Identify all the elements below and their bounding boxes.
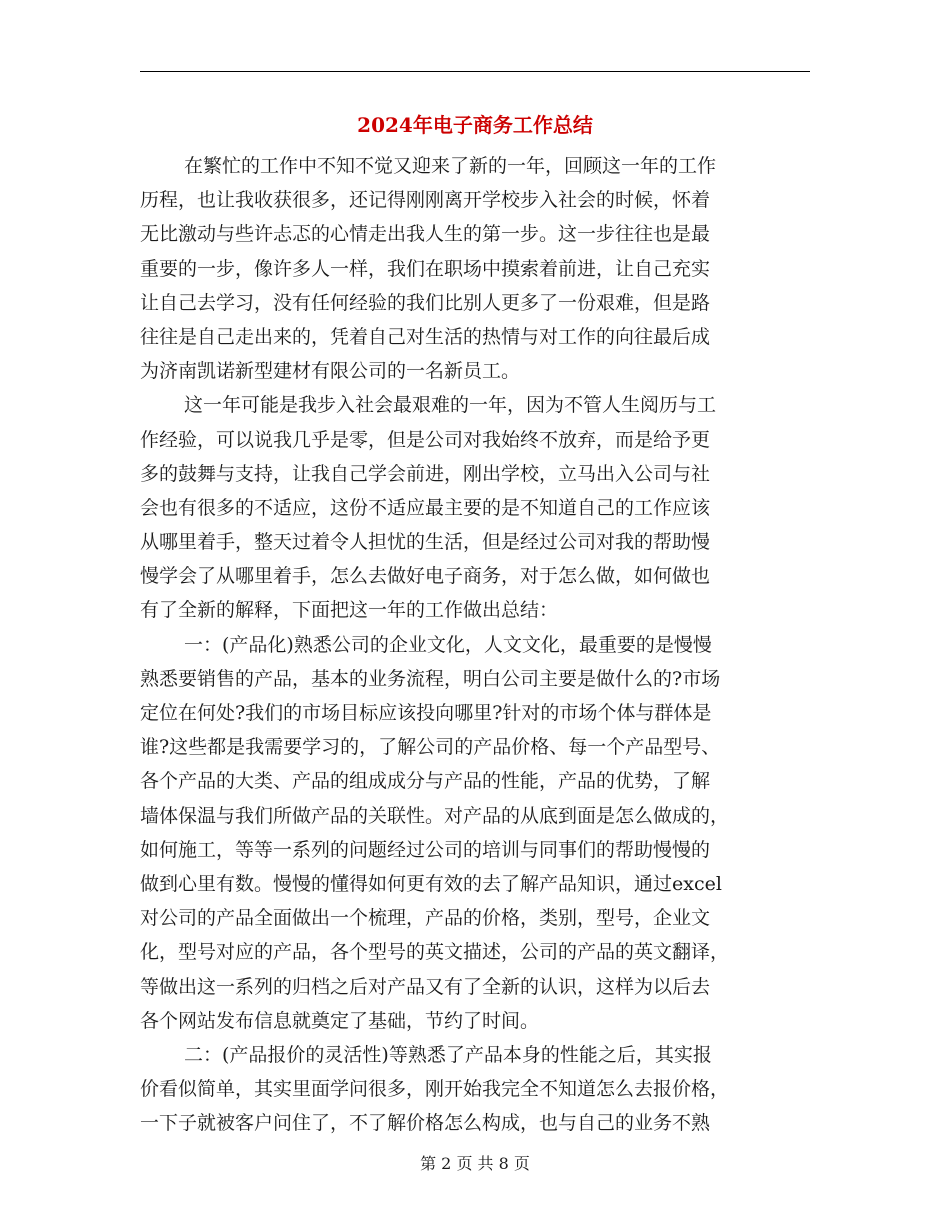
body-line: 如何施工，等等一系列的问题经过公司的培训与同事们的帮助慢慢的 bbox=[140, 838, 711, 861]
body-line: 墙体保温与我们所做产品的关联性。对产品的从底到面是怎么做成的， bbox=[140, 804, 730, 827]
body-line: 价看似简单，其实里面学问很多，刚开始我完全不知道怎么去报价格， bbox=[140, 1078, 730, 1101]
body-line: 历程，也让我收获很多，还记得刚刚离开学校步入社会的时候，怀着 bbox=[140, 189, 711, 212]
body-line: 二：(产品报价的灵活性)等熟悉了产品本身的性能之后，其实报 bbox=[184, 1043, 712, 1066]
header-rule bbox=[140, 71, 810, 72]
body-line: 会也有很多的不适应，这份不适应最主要的是不知道自己的工作应该 bbox=[140, 496, 711, 519]
body-line: 多的鼓舞与支持，让我自己学会前进，刚出学校，立马出入公司与社 bbox=[140, 462, 711, 485]
body-line: 一：(产品化)熟悉公司的企业文化，人文文化，最重要的是慢慢 bbox=[184, 633, 712, 656]
body-line: 有了全新的解释，下面把这一年的工作做出总结： bbox=[140, 599, 559, 622]
body-line: 对公司的产品全面做出一个梳理，产品的价格，类别，型号，企业文 bbox=[140, 907, 711, 930]
body-line: 重要的一步，像许多人一样，我们在职场中摸索着前进，让自己充实 bbox=[140, 257, 711, 280]
body-line: 从哪里着手，整天过着令人担忧的生活，但是经过公司对我的帮助慢 bbox=[140, 531, 711, 554]
body-line: 定位在何处?我们的市场目标应该投向哪里?针对的市场个体与群体是 bbox=[140, 702, 712, 724]
body-line: 化，型号对应的产品，各个型号的英文描述，公司的产品的英文翻译， bbox=[140, 941, 730, 964]
page-footer: 第 2 页 共 8 页 bbox=[420, 1154, 530, 1173]
body-line: 这一年可能是我步入社会最艰难的一年，因为不管人生阅历与工 bbox=[184, 394, 717, 417]
body-line: 等做出这一系列的归档之后对产品又有了全新的认识，这样为以后去 bbox=[140, 975, 711, 998]
document-title: 2024年电子商务工作总结 bbox=[357, 113, 593, 137]
body-line: 做到心里有数。慢慢的懂得如何更有效的去了解产品知识，通过excel bbox=[140, 872, 722, 895]
body-line: 为济南凯诺新型建材有限公司的一名新员工。 bbox=[140, 360, 521, 383]
body-line: 作经验，可以说我几乎是零，但是公司对我始终不放弃，而是给予更 bbox=[140, 428, 711, 451]
body-line: 各个产品的大类、产品的组成成分与产品的性能，产品的优势，了解 bbox=[140, 770, 711, 793]
body-line: 无比激动与些许忐忑的心情走出我人生的第一步。这一步往往也是最 bbox=[140, 223, 711, 246]
body-line: 在繁忙的工作中不知不觉又迎来了新的一年，回顾这一年的工作 bbox=[184, 155, 717, 177]
body-line: 让自己去学习，没有任何经验的我们比别人更多了一份艰难，但是路 bbox=[140, 291, 711, 314]
body-line: 一下子就被客户问住了，不了解价格怎么构成，也与自己的业务不熟 bbox=[140, 1112, 711, 1135]
body-line: 各个网站发布信息就奠定了基础，节约了时间。 bbox=[140, 1009, 540, 1032]
body-line: 谁?这些都是我需要学习的，了解公司的产品价格、每一个产品型号、 bbox=[140, 736, 721, 759]
body-line: 慢学会了从哪里着手，怎么去做好电子商务，对于怎么做，如何做也 bbox=[140, 565, 711, 588]
document-body bbox=[140, 149, 810, 1140]
body-line: 往往是自己走出来的，凭着自己对生活的热情与对工作的向往最后成 bbox=[140, 325, 711, 348]
body-line: 熟悉要销售的产品，基本的业务流程，明白公司主要是做什么的?市场 bbox=[140, 667, 721, 690]
